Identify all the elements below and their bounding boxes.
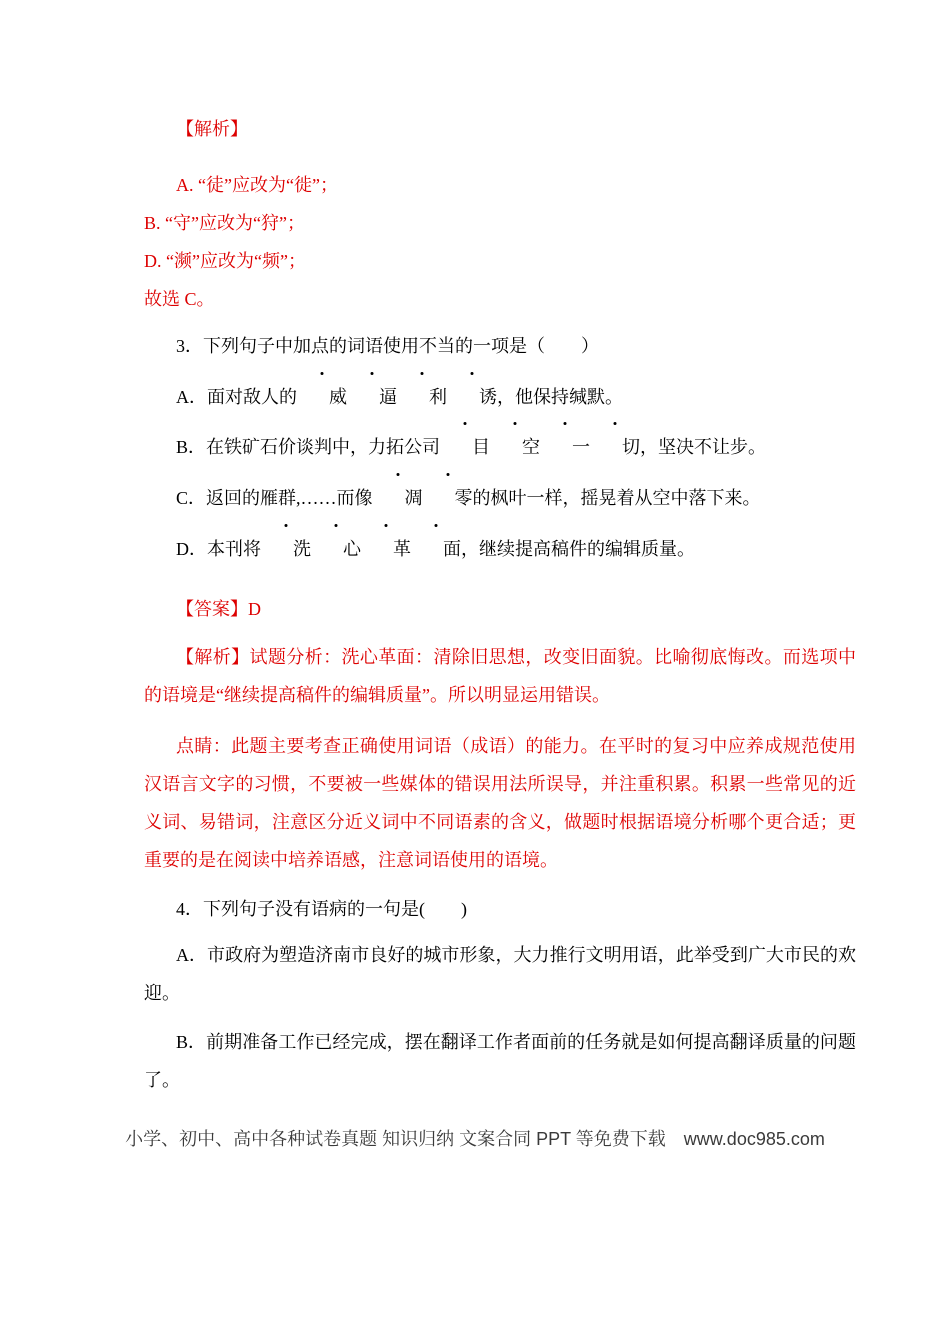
question-4-option-a: A．市政府为塑造济南市良好的城市形象，大力推行文明用语，此举受到广大市民的欢迎。	[144, 945, 856, 1003]
emphasized-char: 一	[540, 428, 590, 466]
question-3-analysis: 【解析】试题分析：洗心革面：清除旧思想，改变旧面貌。比喻彻底悔改。而选项中的语境是“继续提高稿件的编辑质量”。所以明显运用错误。	[144, 647, 856, 705]
question-3-option-b: B．在铁矿石价谈判中，力拓公司 目 空 一 切，坚决不让步。	[144, 428, 856, 466]
emphasized-char: 逼	[347, 378, 397, 416]
q2-analysis-line-a: A. “徒”应改为“徙”；	[176, 175, 338, 195]
question-3-option-a: A．面对敌人的 威 逼 利 诱，他保持缄默。	[144, 378, 856, 416]
emphasized-char: 目	[440, 428, 490, 466]
question-4-option-b: B．前期准备工作已经完成，摆在翻译工作者面前的任务就是如何提高翻译质量的问题了。	[144, 1032, 856, 1090]
question-3-tip: 点睛：此题主要考查正确使用词语（成语）的能力。在平时的复习中应养成规范使用汉语言文字的习惯，不要被一些媒体的错误用法所误导，并注重积累。积累一些常见的近义词、易错词，注意区分近义词中不同语素的含义，做题时根据语境分析哪个更合适；更重要的是在阅读中培养语感，注意词语使用的语境。	[144, 736, 856, 870]
emphasized-char: 凋	[373, 479, 423, 517]
question-3-option-c: C．返回的雁群,……而像 凋 零的枫叶一样，摇晃着从空中落下来。	[144, 479, 856, 517]
question-4-stem: 4．下列句子没有语病的一句是( )	[176, 899, 467, 919]
document-body	[144, 0, 856, 1099]
q2-analysis-line-b: B. “守”应改为“狩”；	[144, 213, 305, 233]
emphasized-char: 革	[361, 530, 411, 568]
q2-analysis-conclusion: 故选 C。	[144, 289, 215, 309]
emphasized-char: 洗	[261, 530, 311, 568]
emphasized-char: 空	[490, 428, 540, 466]
question-3-option-d: D．本刊将 洗 心 革 面，继续提高稿件的编辑质量。	[144, 530, 856, 568]
emphasized-char: 诱	[447, 378, 497, 416]
emphasized-char: 切	[590, 428, 640, 466]
question-3-stem: 3．下列句子中加点的词语使用不当的一项是（ ）	[176, 336, 599, 356]
footer-download-note: 小学、初中、高中各种试卷真题 知识归纳 文案合同 PPT 等免费下载 www.doc985.com	[125, 1129, 825, 1149]
emphasized-char: 零	[423, 479, 473, 517]
q2-analysis-line-d: D. “濒”应改为“频”；	[144, 251, 306, 271]
q2-analysis-header: 【解析】	[176, 119, 248, 139]
emphasized-char: 威	[297, 378, 347, 416]
question-3-answer: 【答案】D	[176, 599, 261, 619]
emphasized-char: 心	[311, 530, 361, 568]
emphasized-char: 利	[397, 378, 447, 416]
emphasized-char: 面	[411, 530, 461, 568]
